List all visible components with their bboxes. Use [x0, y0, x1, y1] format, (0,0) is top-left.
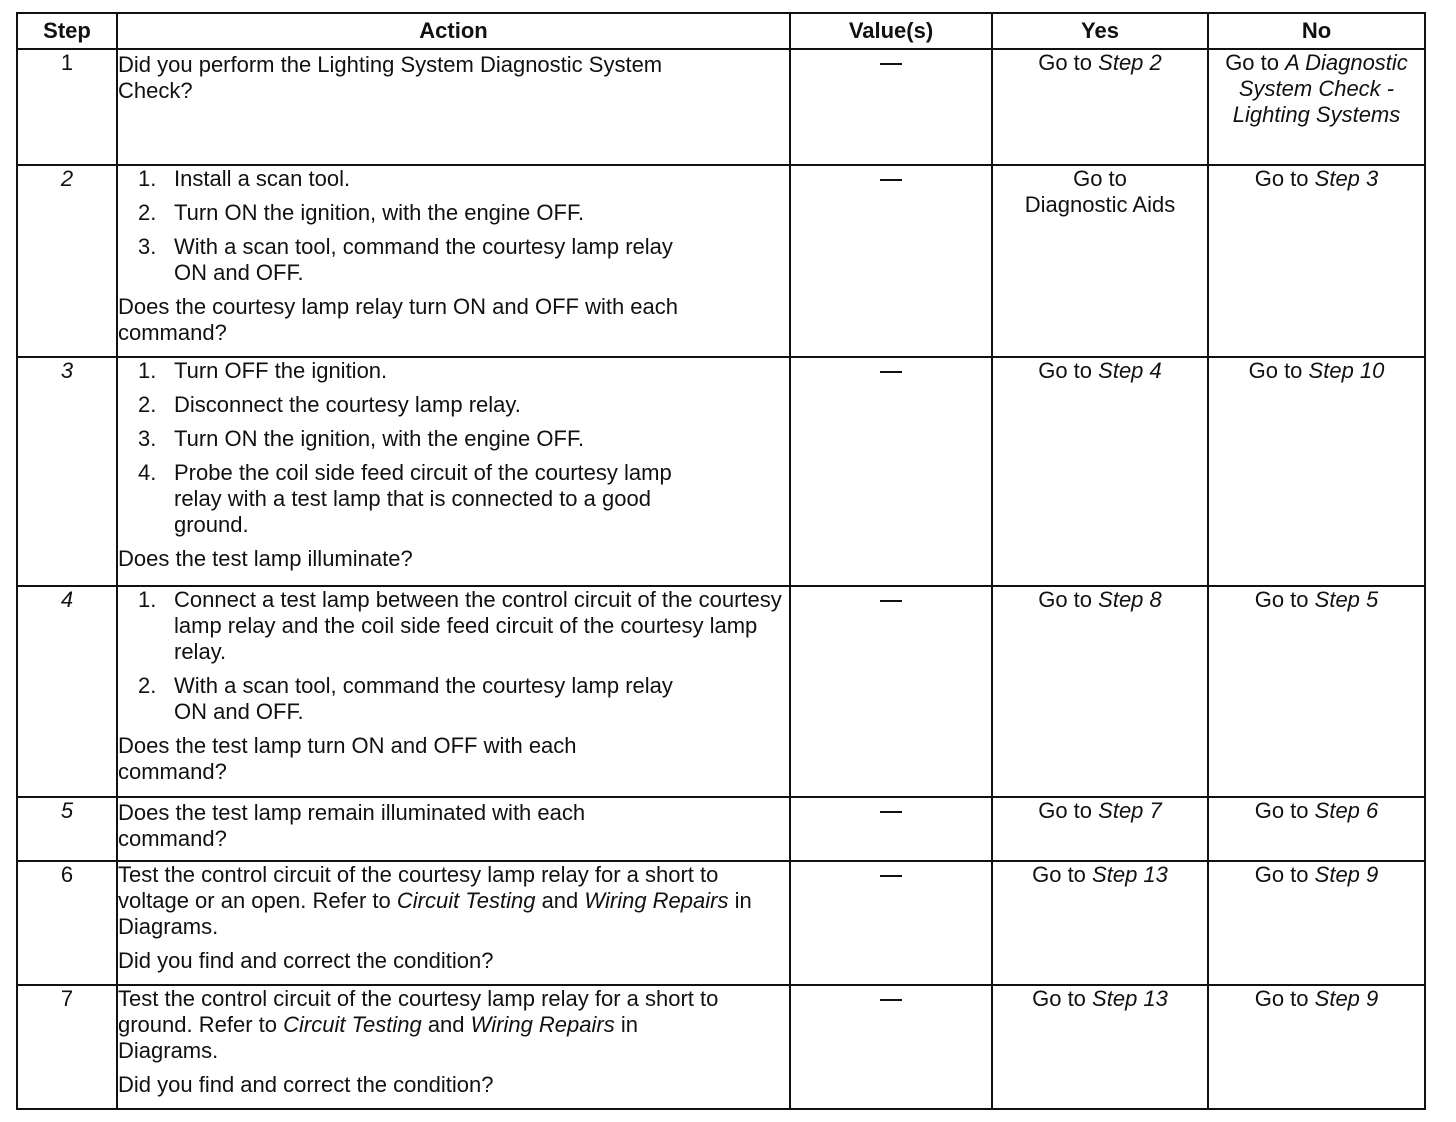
no-prefix: Go to — [1248, 358, 1303, 383]
action-steps — [118, 587, 789, 725]
yes-prefix: Go to — [1038, 358, 1093, 383]
no-prefix: Go to — [1254, 986, 1309, 1011]
question: Does the test lamp turn ON and OFF with each command? — [118, 733, 577, 784]
no-prefix: Go to — [1254, 587, 1309, 612]
header-step: Step — [17, 13, 117, 49]
action-cell — [117, 586, 790, 797]
value-cell — [790, 985, 992, 1109]
table-row-step-4 — [17, 586, 1425, 797]
no-prefix: Go to — [1254, 798, 1309, 823]
yes-link[interactable]: Step 13 — [1092, 862, 1168, 887]
no-cell — [1208, 49, 1425, 165]
yes-link[interactable]: Step 4 — [1098, 358, 1162, 383]
table-row-step-6 — [17, 861, 1425, 985]
no-cell — [1208, 985, 1425, 1109]
dash-mark — [880, 63, 902, 65]
step-number — [17, 165, 117, 357]
value-cell — [790, 586, 992, 797]
question: Does the test lamp remain illuminated with each command? — [118, 800, 586, 851]
no-prefix: Go to — [1225, 50, 1279, 75]
yes-cell — [992, 797, 1208, 861]
yes-cell — [992, 861, 1208, 985]
no-link[interactable]: Step 6 — [1314, 798, 1379, 823]
circuit-testing-link[interactable]: Circuit Testing — [396, 888, 536, 913]
question: Does the courtesy lamp relay turn ON and OFF with each command? — [118, 294, 679, 345]
step-text: Install a scan tool. — [174, 166, 351, 191]
yes-prefix: Go to — [1038, 50, 1093, 75]
instruction-text — [118, 986, 738, 1064]
instruction-part: and — [427, 1012, 465, 1037]
step-number-text: 5 — [60, 798, 74, 823]
yes-cell — [992, 49, 1208, 165]
dash-mark — [880, 179, 902, 181]
step-number: 1 — [17, 49, 117, 165]
no-cell — [1208, 165, 1425, 357]
yes-cell — [992, 165, 1208, 357]
yes-link[interactable]: Step 7 — [1098, 798, 1162, 823]
action-steps — [118, 166, 789, 286]
yes-cell — [992, 357, 1208, 586]
instruction-part: Test the control circuit of the courtesy lamp relay for a short to voltage or an open. Refer to — [118, 862, 719, 913]
step-text: Turn ON the ignition, with the engine OFF. — [174, 426, 585, 451]
header-no: No — [1208, 13, 1425, 49]
header-row — [17, 13, 1425, 49]
step-number: 6 — [17, 861, 117, 985]
step-text: Turn ON the ignition, with the engine OFF. — [174, 200, 585, 225]
yes-prefix: Go to — [1038, 587, 1093, 612]
yes-link[interactable]: Step 8 — [1098, 587, 1162, 612]
instruction-part: and — [541, 888, 579, 913]
no-link[interactable]: Step 9 — [1314, 862, 1379, 887]
wiring-repairs-link[interactable]: Wiring Repairs — [470, 1012, 615, 1037]
dash-mark — [880, 811, 902, 813]
step-text: Turn OFF the ignition. — [174, 358, 388, 383]
list-item: 1. Turn OFF the ignition. — [138, 358, 388, 383]
list-item: 2. With a scan tool, command the courtesy lamp relay ON and OFF. — [138, 673, 673, 724]
question: Does the test lamp illuminate? — [118, 546, 413, 571]
yes-link[interactable]: Step 13 — [1092, 986, 1168, 1011]
instruction-text — [118, 862, 758, 940]
no-prefix: Go to — [1254, 166, 1309, 191]
no-cell — [1208, 586, 1425, 797]
yes-prefix: Go to — [1038, 798, 1093, 823]
no-link[interactable]: Step 10 — [1308, 358, 1385, 383]
table-row-step-5 — [17, 797, 1425, 861]
list-item: 3. Turn ON the ignition, with the engine OFF. — [138, 426, 585, 451]
no-link[interactable]: Step 9 — [1314, 986, 1379, 1011]
no-link[interactable]: Step 3 — [1314, 166, 1379, 191]
header-value: Value(s) — [790, 13, 992, 49]
action-cell — [117, 797, 790, 861]
step-number — [17, 586, 117, 797]
no-link[interactable]: Step 5 — [1314, 587, 1379, 612]
dash-mark — [880, 875, 902, 877]
wiring-repairs-link[interactable]: Wiring Repairs — [584, 888, 729, 913]
step-number-text: 2 — [60, 166, 74, 191]
no-cell — [1208, 861, 1425, 985]
circuit-testing-link[interactable]: Circuit Testing — [283, 1012, 422, 1037]
no-cell — [1208, 797, 1425, 861]
step-text: With a scan tool, command the courtesy lamp relay ON and OFF. — [174, 234, 673, 285]
action-cell — [117, 357, 790, 586]
value-cell — [790, 49, 992, 165]
action-cell — [117, 165, 790, 357]
step-number — [17, 357, 117, 586]
table-row-step-1 — [17, 49, 1425, 165]
yes-link[interactable]: Step 2 — [1098, 50, 1162, 75]
question: Did you perform the Lighting System Diagnostic System Check? — [118, 52, 663, 103]
instruction-part: Test the control circuit of the courtesy lamp relay for a short to ground. Refer to — [118, 986, 719, 1037]
no-link[interactable]: A Diagnostic System Check - Lighting Systems — [1232, 50, 1408, 127]
dash-mark — [880, 371, 902, 373]
diagnostic-table — [16, 12, 1426, 1110]
yes-link[interactable]: Diagnostic Aids — [1024, 192, 1176, 217]
instruction-part: in Diagrams. — [118, 1012, 638, 1063]
step-text: Disconnect the courtesy lamp relay. — [174, 392, 521, 417]
step-text: With a scan tool, command the courtesy lamp relay ON and OFF. — [174, 673, 673, 724]
yes-cell — [992, 985, 1208, 1109]
table-row-step-3 — [17, 357, 1425, 586]
no-cell — [1208, 357, 1425, 586]
step-text: Connect a test lamp between the control circuit of the courtesy lamp relay and the coil side feed circuit of the courtesy lamp relay. — [174, 587, 782, 664]
value-cell — [790, 797, 992, 861]
list-item: 2. Disconnect the courtesy lamp relay. — [138, 392, 521, 417]
yes-prefix: Go to — [1073, 166, 1127, 191]
step-number-text: 3 — [60, 358, 74, 383]
yes-prefix: Go to — [1032, 986, 1086, 1011]
action-cell — [117, 49, 790, 165]
table-row-step-2 — [17, 165, 1425, 357]
dash-mark — [880, 600, 902, 602]
question: Did you find and correct the condition? — [118, 948, 494, 973]
list-item: 4. Probe the coil side feed circuit of the courtesy lamp relay with a test lamp that is connected to a good ground. — [138, 460, 672, 537]
action-steps — [118, 358, 789, 538]
step-text: Probe the coil side feed circuit of the courtesy lamp relay with a test lamp that is connected to a good ground. — [174, 460, 672, 537]
question: Did you find and correct the condition? — [118, 1072, 494, 1097]
action-cell — [117, 985, 790, 1109]
header-yes: Yes — [992, 13, 1208, 49]
yes-cell — [992, 586, 1208, 797]
yes-prefix: Go to — [1032, 862, 1086, 887]
list-item: 1. Install a scan tool. — [138, 166, 351, 191]
no-prefix: Go to — [1254, 862, 1309, 887]
list-item: 1. Connect a test lamp between the control circuit of the courtesy lamp relay and the coil side feed circuit of the courtesy lamp relay. — [138, 587, 782, 664]
step-number — [17, 797, 117, 861]
action-cell — [117, 861, 790, 985]
list-item: 2. Turn ON the ignition, with the engine OFF. — [138, 200, 585, 225]
step-number-text: 4 — [60, 587, 74, 612]
dash-mark — [880, 999, 902, 1001]
step-number: 7 — [17, 985, 117, 1109]
header-action: Action — [117, 13, 790, 49]
value-cell — [790, 357, 992, 586]
instruction-part: in Diagrams. — [118, 888, 752, 939]
value-cell — [790, 861, 992, 985]
list-item: 3. With a scan tool, command the courtesy lamp relay ON and OFF. — [138, 234, 673, 285]
value-cell — [790, 165, 992, 357]
table-row-step-7 — [17, 985, 1425, 1109]
